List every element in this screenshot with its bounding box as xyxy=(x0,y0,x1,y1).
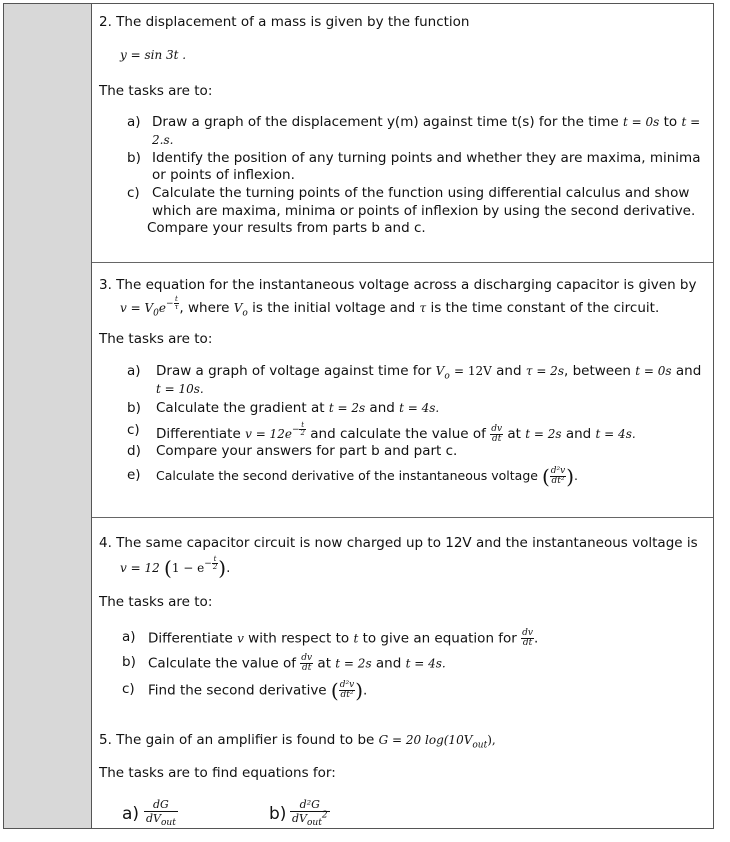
q5-a-label: a) xyxy=(122,804,140,824)
q3-tasks-intro: The tasks are to: xyxy=(99,331,213,347)
q3-a-line2: t = 10s. xyxy=(156,382,204,396)
q4-c-fraction xyxy=(339,681,355,700)
q3-b-t1: t = 2s xyxy=(328,401,366,415)
q4-b-at: at xyxy=(317,655,331,672)
q3-c-at: at xyxy=(507,426,521,442)
q3-d-label: d) xyxy=(127,443,141,459)
q3-eq-rest-3: is the time constant of the circuit. xyxy=(430,300,660,316)
q4-c-label: c) xyxy=(122,681,135,697)
q5-eq-sub: out xyxy=(472,740,488,751)
q5-b-frac-num: d²G xyxy=(290,798,330,812)
q2-b-label: b) xyxy=(127,150,141,166)
q3-eq-e: e xyxy=(158,301,166,315)
q3-b-text xyxy=(156,400,439,416)
q3-eq-lhs: v = V xyxy=(120,301,154,315)
q3-eq-V: V xyxy=(233,301,243,315)
section-divider xyxy=(92,262,713,263)
q4-c-end: . xyxy=(363,682,368,699)
q3-b-and: and xyxy=(369,400,395,416)
q3-a-V: V xyxy=(435,364,445,378)
q3-eq-sub: 0 xyxy=(153,308,159,319)
q5-b-frac-den-main: dV xyxy=(292,812,307,825)
q3-c-frac-den: dt xyxy=(491,433,502,444)
q3-eq-rest-2: is the initial voltage and xyxy=(252,300,416,316)
q4-c-close-paren: ) xyxy=(355,678,364,703)
q4-eq-exp-den: 2 xyxy=(212,563,218,571)
q3-d-text: Compare your answers for part b and part c. xyxy=(156,443,458,459)
q4-eq-close-paren: ) xyxy=(218,556,227,580)
q4-a-text-part3: to give an equation for xyxy=(362,630,517,647)
q5-a-expression xyxy=(144,798,178,829)
q3-eq-V-sub: o xyxy=(242,308,248,319)
q2-c-line3: Compare your results from parts b and c. xyxy=(147,220,426,236)
q4-c-open-paren: ( xyxy=(330,678,339,703)
q3-c-label: c) xyxy=(127,422,140,438)
q3-c-rest: and calculate the value of xyxy=(310,426,486,442)
q3-e-end: . xyxy=(574,468,579,483)
section-divider xyxy=(92,517,713,518)
q3-c-exp-den: 2 xyxy=(300,429,305,437)
q3-a-label: a) xyxy=(127,363,141,379)
q2-a-t1: t = xyxy=(681,115,701,129)
q4-b-t1: t = 2s xyxy=(335,656,372,671)
q5-b-fraction xyxy=(290,798,330,829)
q4-b-text xyxy=(148,654,446,673)
q2-a-t0: t = 0s xyxy=(623,115,660,129)
q4-b-frac-den: dt xyxy=(302,663,312,673)
q3-c-t1: t = 2s xyxy=(525,427,562,441)
q3-c-exponent: − t 2 xyxy=(291,421,305,437)
q2-c-label: c) xyxy=(127,185,140,201)
left-margin-column xyxy=(4,4,92,828)
q3-e-close-paren: ) xyxy=(566,464,575,489)
q3-c-eq: v = 12e xyxy=(245,427,292,441)
q3-a-t0: t = 0s xyxy=(635,364,672,378)
q2-c-line1: Calculate the turning points of the function using differential calculus and show xyxy=(152,185,690,201)
q4-header: 4. The same capacitor circuit is now charged up to 12V and the instantaneous voltage is xyxy=(99,535,698,551)
q3-a-and: and xyxy=(496,363,522,379)
q3-e-text xyxy=(156,464,579,489)
q5-eq-end: ), xyxy=(487,733,496,747)
q5-b-frac-den-sub: out xyxy=(307,818,322,829)
q3-a-between: , between xyxy=(563,363,631,379)
q4-b-fraction xyxy=(300,654,313,673)
q3-e-frac-den: dt² xyxy=(551,476,565,486)
q3-c-t2: t = 4s. xyxy=(595,427,636,441)
q4-b-text-part: Calculate the value of xyxy=(148,655,296,672)
q5-tasks-intro: The tasks are to find equations for: xyxy=(99,765,336,781)
q5-a-frac-den-sub: out xyxy=(161,818,176,829)
q4-eq-lhs: v = 12 xyxy=(120,561,160,575)
q3-c-exp-num: t xyxy=(301,421,305,429)
q4-eq-inner: 1 − e xyxy=(171,561,205,575)
q2-a-text-part: Draw a graph of the displacement y(m) against time t(s) for the time xyxy=(152,114,619,130)
q4-a-text xyxy=(148,629,538,648)
q3-c-and: and xyxy=(565,426,592,442)
q5-a-frac-num: dG xyxy=(144,798,178,812)
q3-a-text-part: Draw a graph of voltage against time for xyxy=(156,363,432,379)
q3-e-frac-num: d²v xyxy=(550,466,566,476)
q3-eq-exponent: − t τ xyxy=(165,295,179,311)
q4-c-frac-num: d²v xyxy=(339,680,355,690)
q5-b-frac-den-sup: 2 xyxy=(321,810,328,821)
q3-c-fraction xyxy=(490,425,503,444)
q3-b-label: b) xyxy=(127,400,141,416)
q4-b-t2: t = 4s. xyxy=(405,656,446,671)
q4-a-text-part2: with respect to xyxy=(248,630,350,647)
q5-b-frac-den xyxy=(290,810,330,829)
q3-c-text xyxy=(156,422,636,444)
q4-c-text xyxy=(148,678,368,703)
q3-b-t2: t = 4s. xyxy=(399,401,440,415)
q3-a-V-value: = 12V xyxy=(454,364,492,378)
q5-header: 5. The gain of an amplifier is found to be xyxy=(99,732,375,748)
q4-a-end: . xyxy=(534,630,539,647)
q3-eq-rest-1: , where xyxy=(179,300,230,316)
q4-a-fraction xyxy=(521,629,534,648)
q3-eq-exp-num: t xyxy=(175,295,178,303)
q5-a-fraction xyxy=(144,798,178,829)
q2-b-line2: or points of inflexion. xyxy=(152,167,295,183)
q4-eq-exponent: − t 2 xyxy=(204,555,218,571)
q2-b-line1: Identify the position of any turning points and whether they are maxima, minima xyxy=(152,150,701,166)
q3-eq-exp-den: τ xyxy=(174,303,179,311)
q5-b-label: b) xyxy=(269,804,287,824)
q3-e-label: e) xyxy=(127,467,141,483)
q4-c-frac-den: dt² xyxy=(340,690,354,700)
q5-a-frac-den xyxy=(144,812,178,829)
document-frame xyxy=(3,3,714,829)
q5-b-expression xyxy=(290,798,330,829)
q2-a-label: a) xyxy=(127,114,141,130)
q2-header: 2. The displacement of a mass is given by the function xyxy=(99,14,470,30)
q4-c-text-part: Find the second derivative xyxy=(148,682,327,699)
q5-a-frac-den-main: dV xyxy=(146,812,161,825)
q3-b-text-part: Calculate the gradient at xyxy=(156,400,325,416)
q4-b-frac-num: dv xyxy=(301,653,313,663)
q2-tasks-intro: The tasks are to: xyxy=(99,83,213,99)
q2-c-line2: which are maxima, minima or points of inflexion by using the second derivative. xyxy=(152,203,696,219)
q4-b-label: b) xyxy=(122,654,136,670)
q5-eq: G = 20 log(10V xyxy=(378,733,473,747)
q4-a-label: a) xyxy=(122,629,136,645)
q3-a-V-sub: o xyxy=(444,371,450,382)
q3-a-text xyxy=(156,363,702,382)
q3-eq-tau: τ xyxy=(419,301,427,315)
q4-a-frac-num: dv xyxy=(522,628,534,638)
q2-a-line2: 2.s. xyxy=(152,133,174,147)
q4-eq-end: . xyxy=(226,560,231,576)
q4-eq-exp-num: t xyxy=(213,555,217,563)
q2-a-text xyxy=(152,114,700,130)
q3-e-fraction xyxy=(550,467,566,486)
q4-tasks-intro: The tasks are to: xyxy=(99,594,213,610)
q3-a-tau: τ = 2s xyxy=(525,364,564,378)
q3-e-text-part: Calculate the second derivative of the instantaneous voltage xyxy=(156,468,538,483)
q4-a-frac-den: dt xyxy=(522,638,533,648)
q4-a-v: v xyxy=(237,631,244,646)
q3-c-frac-num: dv xyxy=(491,423,503,434)
q4-eq-open-paren: ( xyxy=(164,556,172,580)
q5-header-line xyxy=(99,732,496,751)
q4-b-and: and xyxy=(375,655,402,672)
q4-a-text-part1: Differentiate xyxy=(148,630,233,647)
q3-e-open-paren: ( xyxy=(541,464,550,489)
q2-formula: y = sin 3t . xyxy=(120,48,187,62)
q3-c-text-part: Differentiate xyxy=(156,426,241,442)
q3-a-and2: and xyxy=(675,363,702,379)
q3-header: 3. The equation for the instantaneous voltage across a discharging capacitor is given by xyxy=(99,277,697,293)
question-content xyxy=(92,4,713,828)
q4-equation-line xyxy=(120,555,231,580)
q2-a-to: to xyxy=(663,114,678,130)
q3-equation-line xyxy=(120,295,660,319)
q4-a-t: t xyxy=(353,631,359,646)
